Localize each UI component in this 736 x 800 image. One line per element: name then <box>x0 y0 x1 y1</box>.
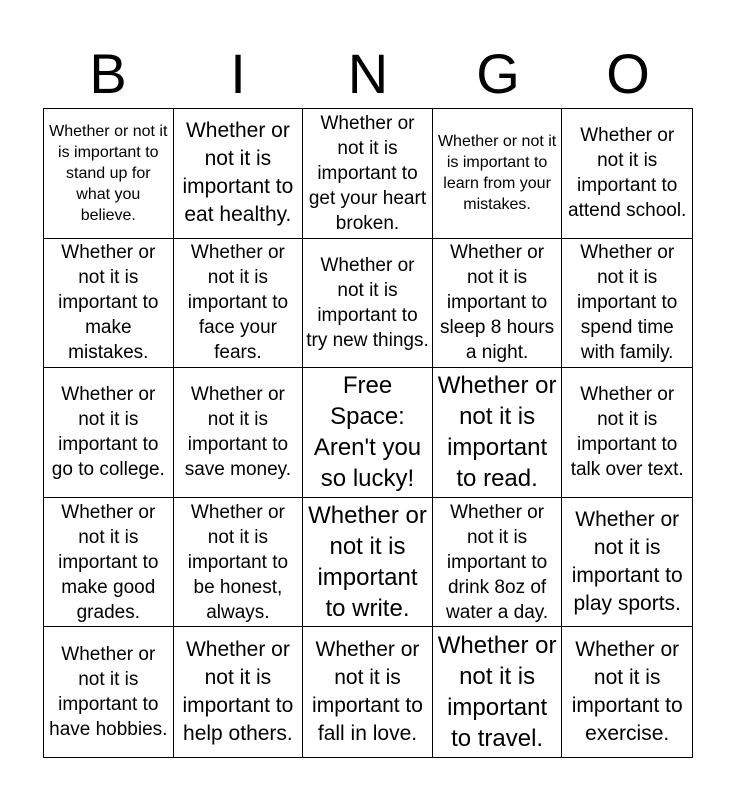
cell-text: Whether or not it is important to get your heart broken. <box>308 112 427 234</box>
bingo-cell-2-1 <box>44 239 174 369</box>
cell-text: Whether or not it is important to fall in love. <box>312 638 423 746</box>
bingo-cell-4-1 <box>44 498 174 628</box>
cell-text: Whether or not it is important to go to college. <box>51 384 165 481</box>
cell-text: Whether or not it is important to make good grades. <box>58 501 159 623</box>
bingo-cell-5-4 <box>433 627 563 757</box>
bingo-cell-2-3 <box>303 239 433 369</box>
header-letter-g: G <box>476 42 520 105</box>
bingo-cell-3-5 <box>562 368 692 498</box>
bingo-grid <box>43 108 693 758</box>
cell-text: Whether or not it is important to be honest, always. <box>187 501 289 623</box>
bingo-cell-2-4 <box>433 239 563 369</box>
bingo-cell-3-2 <box>174 368 304 498</box>
cell-text: Whether or not it is important to eat healthy. <box>182 119 294 227</box>
cell-text: Whether or not it is important to try new things. <box>306 254 429 351</box>
bingo-cell-5-3 <box>303 627 433 757</box>
cell-text: Whether or not it is important to help others. <box>182 638 294 746</box>
bingo-cell-5-1 <box>44 627 174 757</box>
bingo-cell-4-5 <box>562 498 692 628</box>
cell-text: Whether or not it is important to travel. <box>437 632 557 753</box>
bingo-cell-5-5 <box>562 627 692 757</box>
header-letter-i: I <box>230 42 246 105</box>
cell-text: Whether or not it is important to sleep 8 hours a night. <box>440 242 555 364</box>
bingo-cell-1-4 <box>433 109 563 239</box>
bingo-cell-2-2 <box>174 239 304 369</box>
bingo-cell-4-4 <box>433 498 563 628</box>
cell-text: Whether or not it is important to make mistakes. <box>58 242 159 364</box>
cell-text: Whether or not it is important to write. <box>308 502 427 623</box>
cell-text: Whether or not it is important to play sports. <box>571 508 683 616</box>
cell-text: Whether or not it is important to stand up for what you believe. <box>49 122 168 224</box>
bingo-cell-1-2 <box>174 109 304 239</box>
bingo-free-space <box>303 368 433 498</box>
bingo-cell-1-1 <box>44 109 174 239</box>
cell-text: Whether or not it is important to have hobbies. <box>49 644 168 741</box>
bingo-cell-5-2 <box>174 627 304 757</box>
bingo-cell-4-3 <box>303 498 433 628</box>
bingo-cell-4-2 <box>174 498 304 628</box>
bingo-cell-3-4 <box>433 368 563 498</box>
cell-text: Whether or not it is important to spend time with family. <box>577 242 678 364</box>
bingo-cell-2-5 <box>562 239 692 369</box>
bingo-cell-1-5 <box>562 109 692 239</box>
header-letter-n: N <box>347 42 389 105</box>
header-letter-o: O <box>606 42 650 105</box>
cell-text: Whether or not it is important to save money. <box>184 384 292 481</box>
cell-text: Whether or not it is important to learn from your mistakes. <box>437 133 557 214</box>
header-letter-b: B <box>89 42 127 105</box>
bingo-header <box>43 40 693 108</box>
cell-text: Whether or not it is important to face your fears. <box>187 242 289 364</box>
cell-text: Whether or not it is important to read. <box>437 372 557 493</box>
cell-text: Free Space: Aren't you so lucky! <box>313 372 422 493</box>
cell-text: Whether or not it is important to exercise. <box>571 638 683 746</box>
cell-text: Whether or not it is important to attend school. <box>568 125 687 222</box>
cell-text: Whether or not it is important to talk over text. <box>570 384 684 481</box>
bingo-cell-3-1 <box>44 368 174 498</box>
cell-text: Whether or not it is important to drink 8oz of water a day. <box>446 501 549 623</box>
bingo-cell-1-3 <box>303 109 433 239</box>
